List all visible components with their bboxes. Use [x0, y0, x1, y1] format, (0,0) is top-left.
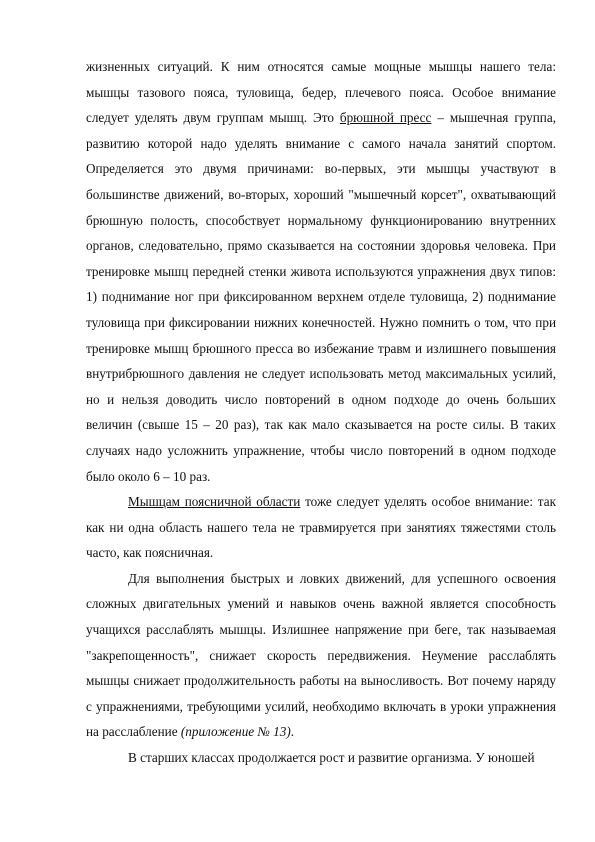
- text-run: жизненных ситуаций. К ним относятся самые мощные мышцы нашего тела: мышцы тазового пояса, туловища, бедер, плечевого пояса. Особое внимание следует уделять двум группам мышц. Это: [86, 59, 556, 126]
- paragraph-senior-classes: [86, 745, 556, 771]
- text-run: тоже следует уделять особое внимание: так как ни одна область нашего тела не травмируется при занятиях тяжестями столь часто, как поясничная.: [86, 494, 556, 561]
- paragraph-lumbar-muscles: [86, 489, 556, 566]
- text-run: .: [290, 724, 295, 740]
- paragraph-relaxation: [86, 566, 556, 745]
- text-run: В старших классах продолжается рост и развитие организма. У юношей: [128, 750, 535, 766]
- text-run: – мышечная группа, развитию которой надо уделять внимание с самого начала занятий спортом. Определяется это двумя причинами: во-первых, эти мышцы участвуют в большинстве движений, во-вторых, хороший "мышечный корсет", охватывающий брюшную полость, способствует нормальному функционированию внутренних органов, следовательно, прямо сказывается на состоянии здоровья человека. При тренировке мышц передней стенки живота используются упражнения двух типов: 1) поднимание ног при фиксированном верхнем отделе туловища, 2) поднимание туловища при фиксировании нижних конечностей. Нужно помнить о том, что при тренировке мышц брюшного пресса во избежание травм и излишнего повышения внутрибрюшного давления не следует использовать метод максимальных усилий, но и нельзя доводить число повторений в одном подходе до очень больших величин (свыше 15 – 20 раз), так как мало сказывается на росте силы. В таких случаях надо усложнить упражнение, чтобы число повторений в одном подходе было около 6 – 10 раз.: [86, 110, 557, 484]
- italic-appendix-reference: (приложение № 13): [180, 724, 291, 740]
- underlined-term-lumbar-area: Мышцам поясничной области: [128, 494, 301, 510]
- document-page: [86, 54, 556, 771]
- underlined-term-abdominal-press: брюшной пресс: [339, 110, 432, 126]
- paragraph-abdominal-press: [86, 54, 556, 489]
- text-run: Для выполнения быстрых и ловких движений, для успешного освоения сложных двигательных умений и навыков очень важной является способность учащихся расслаблять мышцы. Излишнее напряжение при беге, так называемая "закрепощенность", снижает скорость передвижения. Неумение расслаблять мышцы снижает продолжительность работы на выносливость. Вот почему наряду с упражнениями, требующими усилий, необходимо включать в уроки упражнения на расслабление: [86, 570, 556, 740]
